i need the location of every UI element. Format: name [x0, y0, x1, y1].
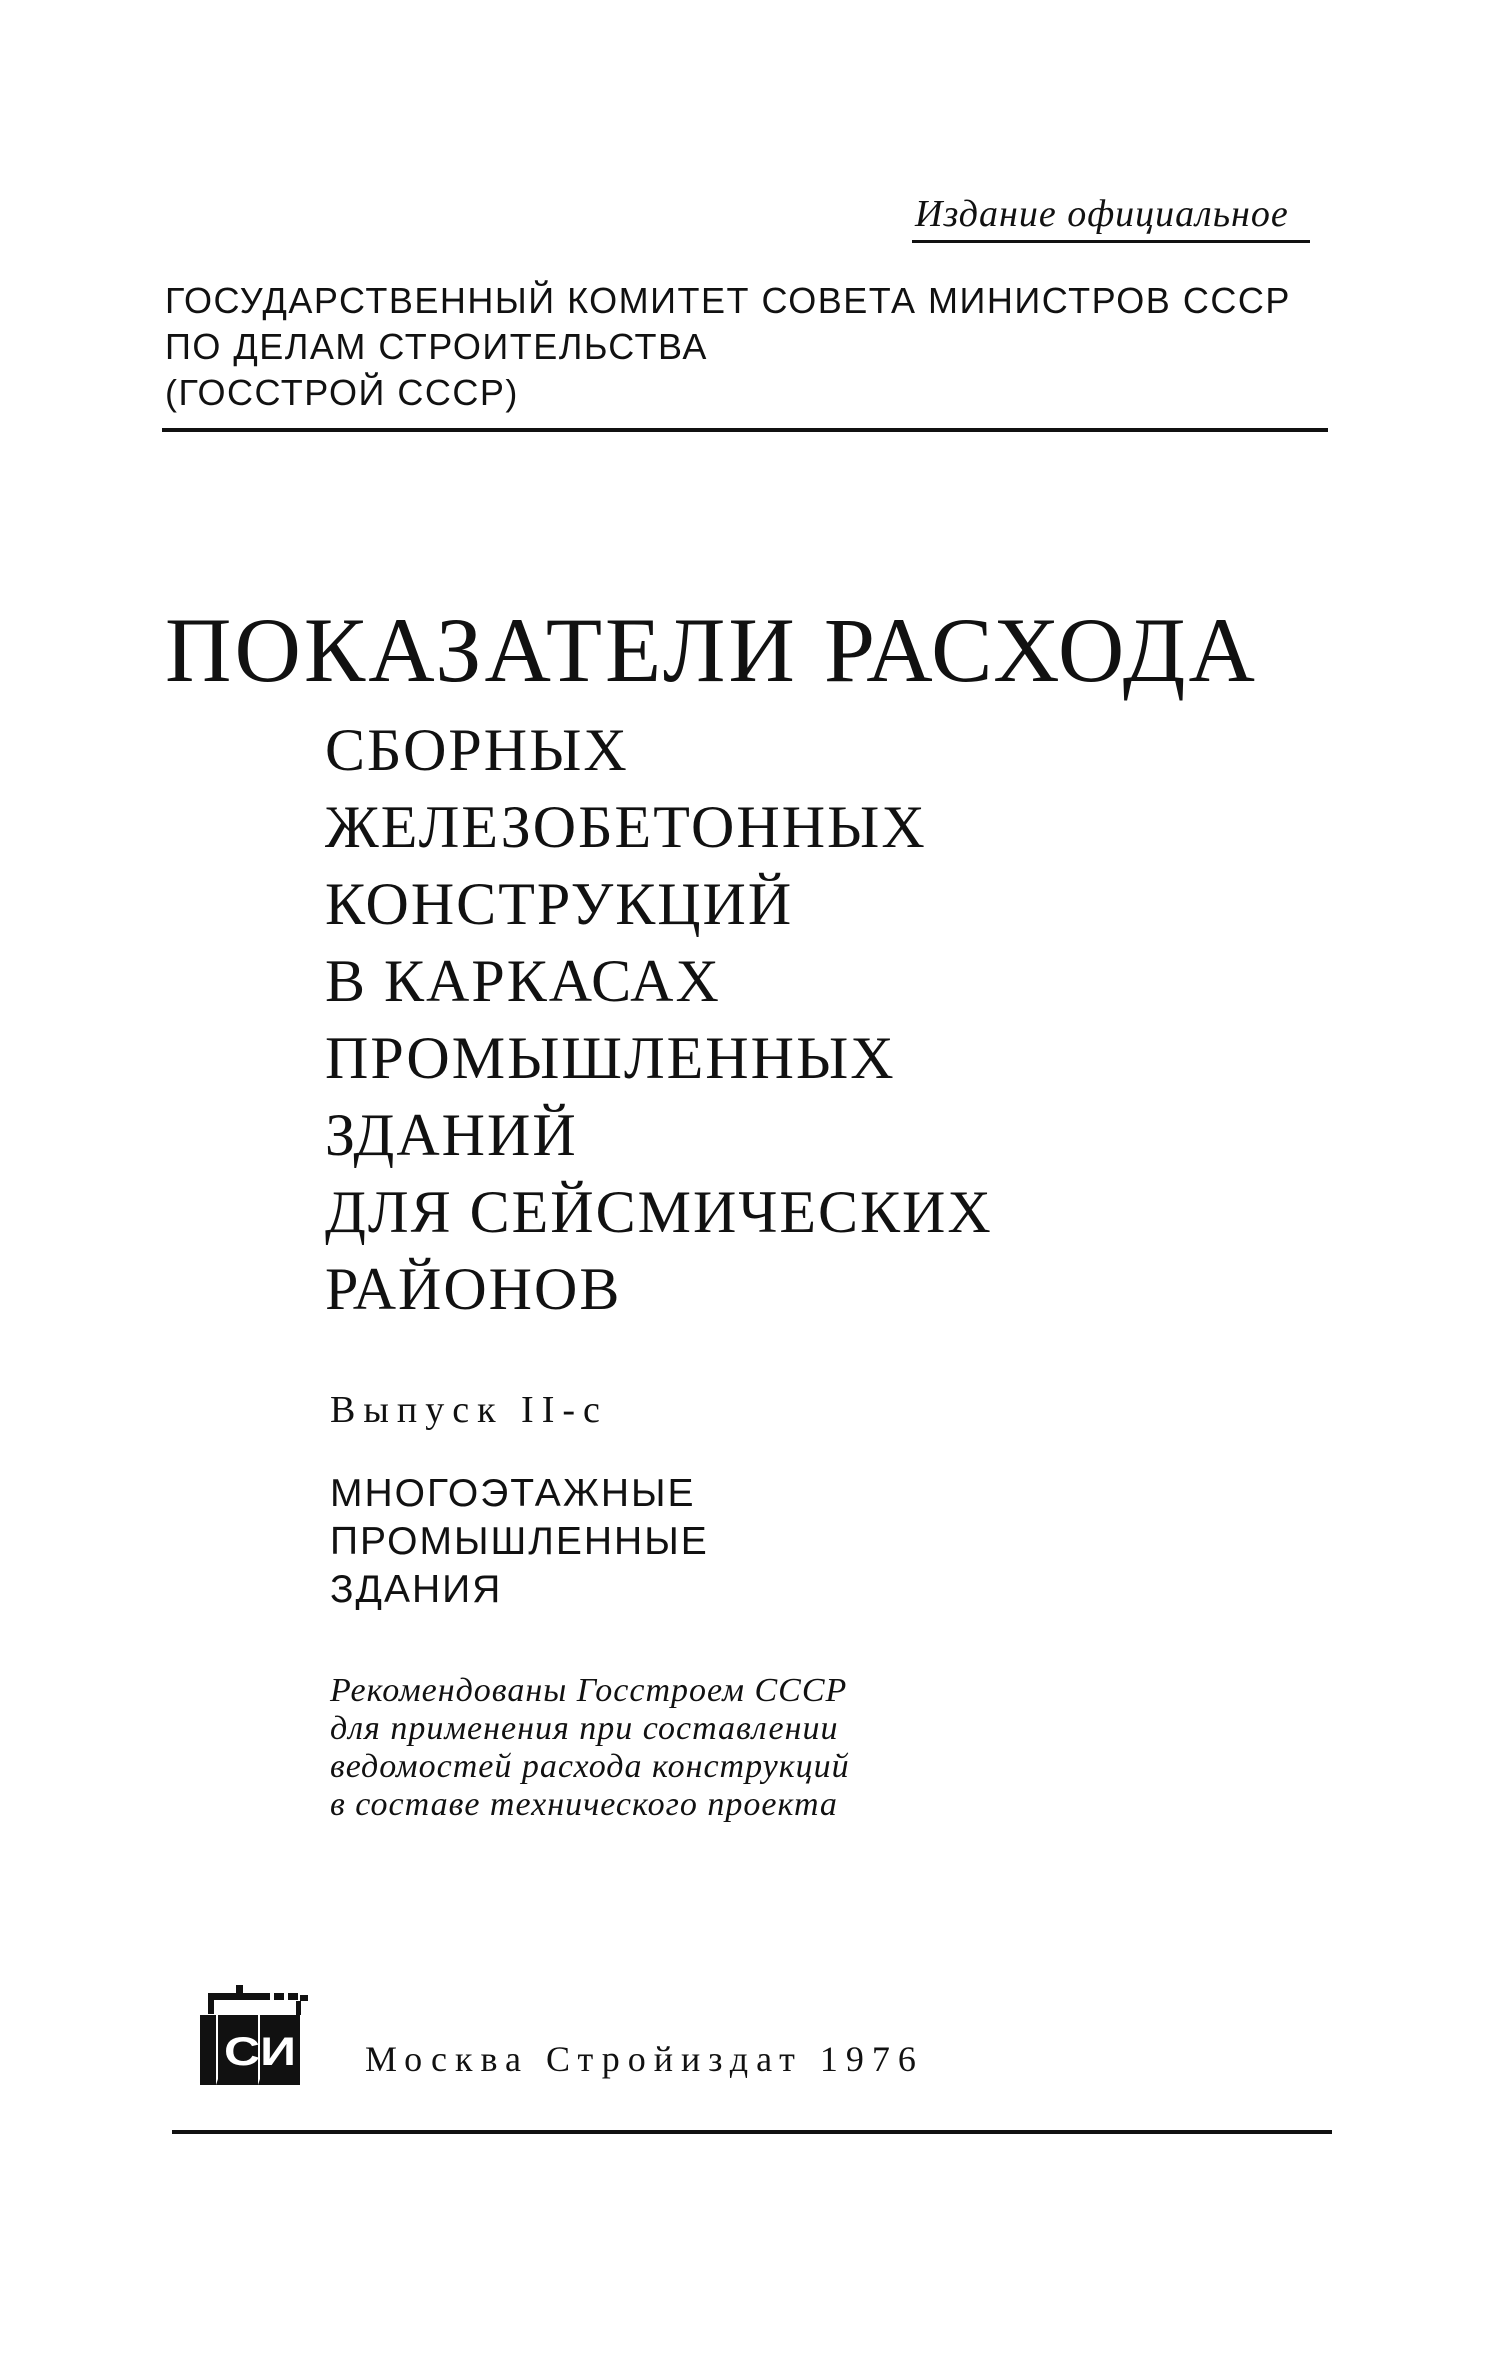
subtitle-line: РАЙОНОВ: [325, 1256, 622, 1322]
subtitle-line: СБОРНЫХ: [325, 717, 629, 783]
subtitle-line: ДЛЯ СЕЙСМИЧЕСКИХ: [325, 1179, 993, 1245]
bottom-divider: [172, 2130, 1332, 2134]
subtitle-line: ПРОМЫШЛЕННЫХ: [325, 1025, 896, 1091]
section-line: ЗДАНИЯ: [330, 1568, 503, 1611]
edition-underline: [912, 240, 1310, 243]
publisher-imprint: Москва Стройиздат 1976: [365, 2039, 924, 2079]
subtitle: [325, 712, 993, 1328]
section-title: [330, 1470, 709, 1614]
committee-line: ПО ДЕЛАМ СТРОИТЕЛЬСТВА: [165, 326, 708, 367]
recommendation-line: ведомостей расхода конструкций: [330, 1748, 850, 1785]
edition-label: Издание официальное: [915, 193, 1289, 235]
committee-heading: [165, 278, 1291, 416]
committee-line: ГОСУДАРСТВЕННЫЙ КОМИТЕТ СОВЕТА МИНИСТРОВ СССР: [165, 280, 1291, 321]
top-divider: [162, 428, 1328, 432]
subtitle-line: В КАРКАСАХ: [325, 948, 721, 1014]
recommendation-line: в составе технического проекта: [330, 1786, 838, 1823]
subtitle-line: ЗДАНИЙ: [325, 1102, 578, 1168]
section-line: ПРОМЫШЛЕННЫЕ: [330, 1520, 709, 1563]
subtitle-line: ЖЕЛЕЗОБЕТОННЫХ: [325, 794, 927, 860]
section-line: МНОГОЭТАЖНЫЕ: [330, 1472, 696, 1515]
logo-text: СИ: [224, 2030, 296, 2074]
committee-line: (ГОССТРОЙ СССР): [165, 372, 519, 413]
recommendation-line: для применения при составлении: [330, 1710, 839, 1747]
issue-label: Выпуск II-с: [330, 1389, 608, 1431]
main-title: ПОКАЗАТЕЛИ РАСХОДА: [165, 599, 1258, 701]
publisher-logo-icon: [200, 1985, 316, 2091]
subtitle-line: КОНСТРУКЦИЙ: [325, 871, 794, 937]
recommendation-line: Рекомендованы Госстроем СССР: [330, 1672, 848, 1709]
recommendation-note: [330, 1672, 850, 1824]
